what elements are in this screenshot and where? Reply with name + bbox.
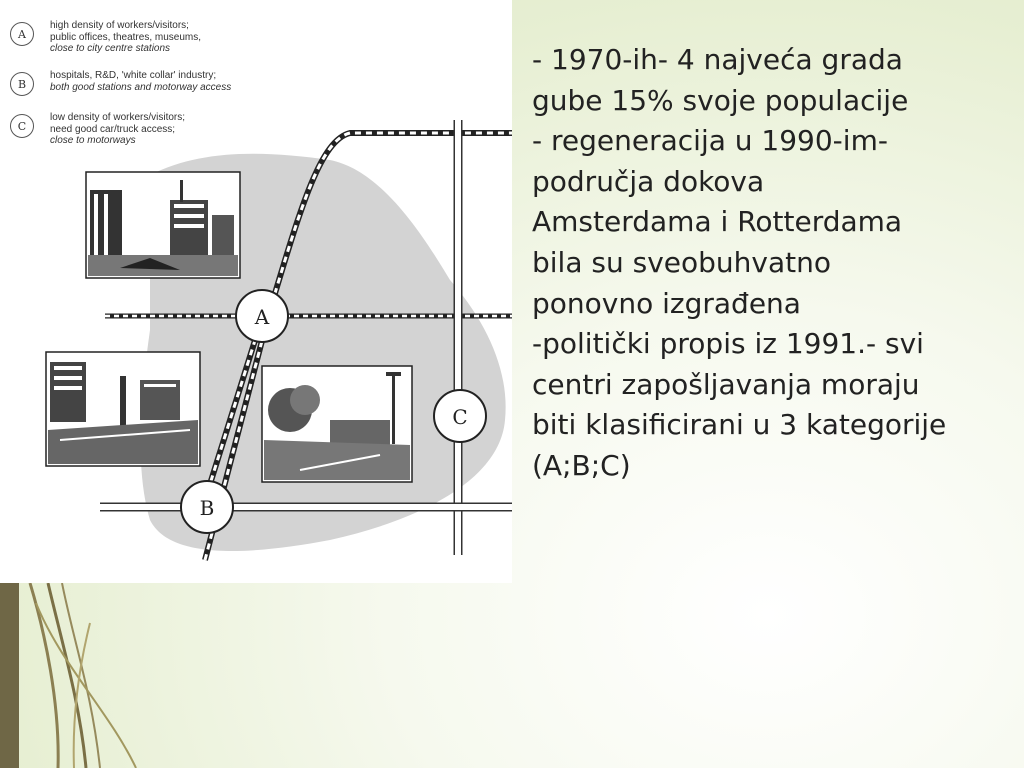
legend-badge-c: C <box>10 114 34 138</box>
legend-text-b <box>50 70 280 93</box>
legend-c-italic: close to motorways <box>50 135 136 146</box>
legend-b-line-1: hospitals, R&D, 'white collar' industry; <box>50 70 217 81</box>
body-line-1: - 1970-ih- 4 najveća grada <box>532 43 903 76</box>
legend-c-line-2: need good car/truck access; <box>50 123 176 135</box>
map-marker-a-label: A <box>254 305 270 329</box>
map-marker-a <box>236 290 288 342</box>
abc-location-figure <box>0 0 512 583</box>
legend-item-c <box>8 112 278 162</box>
legend-badge-a: A <box>10 22 34 46</box>
map-marker-b-label: B <box>199 496 215 520</box>
city-photo-1 <box>86 172 240 278</box>
body-line-11: (A;B;C) <box>532 448 631 482</box>
body-line-5: Amsterdama i Rotterdama <box>532 205 903 239</box>
legend-item-a <box>8 20 278 70</box>
map-marker-b <box>181 481 233 533</box>
body-line-9: centri zapošljavanja moraju <box>532 367 920 401</box>
legend-a-line-2: public offices, theatres, museums, <box>50 31 201 43</box>
legend-c-line-1: low density of workers/visitors; <box>50 112 186 123</box>
legend-item-b <box>8 70 278 112</box>
legend-a-line-1: high density of workers/visitors; <box>50 20 189 31</box>
legend-text-a <box>50 20 280 55</box>
legend-badge-b: B <box>10 72 34 96</box>
map-marker-c-label: C <box>452 405 468 429</box>
legend <box>8 20 278 162</box>
city-photo-3 <box>262 366 412 482</box>
body-line-7: ponovno izgrađena <box>532 286 801 320</box>
map-marker-c <box>434 390 486 442</box>
legend-a-italic: close to city centre stations <box>50 43 171 54</box>
body-line-6: bila su sveobuhvatno <box>532 245 831 279</box>
body-line-4: područja dokova <box>532 164 765 198</box>
slide-body-text <box>532 40 1002 487</box>
legend-text-c <box>50 112 280 147</box>
body-line-3: - regeneracija u 1990-im- <box>532 124 888 158</box>
legend-b-italic: both good stations and motorway access <box>50 81 232 93</box>
decorative-curves <box>0 583 140 768</box>
body-line-2: gube 15% svoje populacije <box>532 83 909 117</box>
city-photo-2 <box>46 352 200 466</box>
body-line-8: -politički propis iz 1991.- svi <box>532 327 924 361</box>
body-line-10: biti klasificirani u 3 kategorije <box>532 408 947 442</box>
